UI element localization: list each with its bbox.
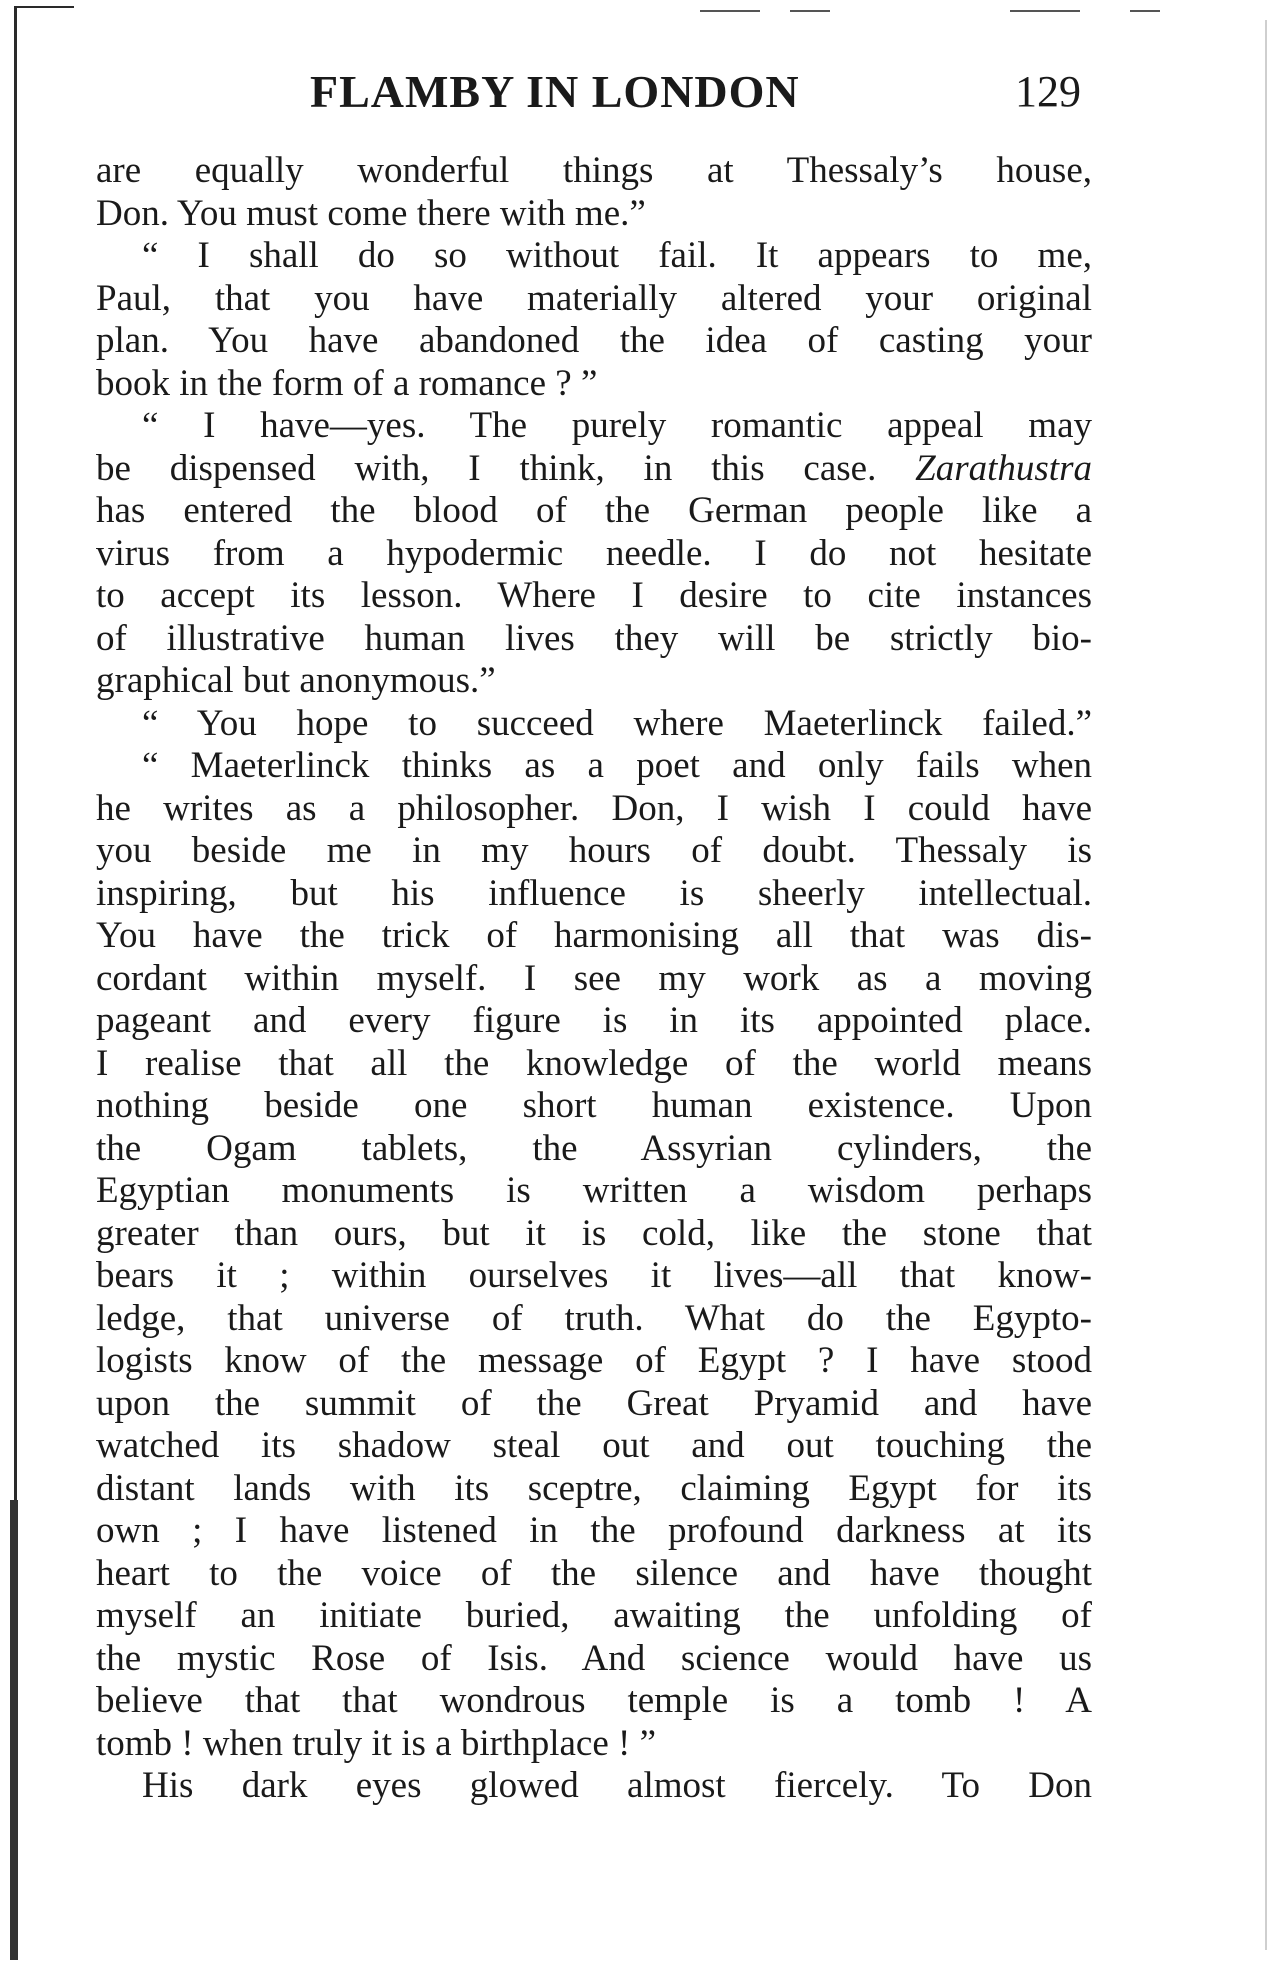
scan-mark	[790, 10, 830, 12]
text-line	[96, 448, 1092, 491]
text-line: inspiring, but his influence is sheerly intellectual.	[96, 872, 1092, 914]
text-line: greater than ours, but it is cold, like the stone that	[96, 1212, 1092, 1254]
page-edge-top	[14, 6, 74, 8]
text-line: are equally wonderful things at Thessaly’s house,	[96, 150, 1092, 191]
text-line: the mystic Rose of Isis. And science would have us	[96, 1637, 1092, 1679]
text-segment: be dispensed with, I think, in this case.	[96, 447, 877, 489]
page-edge-right	[1265, 20, 1267, 1950]
scan-mark	[1130, 10, 1160, 12]
text-line: heart to the voice of the silence and have thought	[96, 1552, 1092, 1594]
text-line: nothing beside one short human existence. Upon	[96, 1085, 1092, 1126]
text-line: you beside me in my hours of doubt. Thessaly is	[96, 830, 1092, 871]
text-line: watched its shadow steal out and out touching the	[96, 1425, 1092, 1466]
text-line: “ You hope to succeed where Maeterlinck failed.”	[142, 702, 1092, 744]
text-line: ledge, that universe of truth. What do the Egypto-	[96, 1297, 1092, 1339]
scan-mark	[1010, 10, 1080, 12]
body-text	[96, 150, 1092, 1808]
text-line: has entered the blood of the German people like a	[96, 490, 1092, 531]
text-line: Don. You must come there with me.”	[96, 192, 646, 234]
text-line: he writes as a philosopher. Don, I wish I could have	[96, 787, 1092, 829]
text-line: of illustrative human lives they will be strictly bio-	[96, 617, 1092, 659]
text-line: Paul, that you have materially altered your original	[96, 277, 1092, 319]
text-line: pageant and every figure is in its appointed place.	[96, 1000, 1092, 1041]
text-line: bears it ; within ourselves it lives—all that know-	[96, 1255, 1092, 1296]
text-line: plan. You have abandoned the idea of casting your	[96, 320, 1092, 361]
text-line: graphical but anonymous.”	[96, 660, 496, 701]
text-line: to accept its lesson. Where I desire to cite instances	[96, 575, 1092, 616]
text-line: believe that that wondrous temple is a tomb ! A	[96, 1680, 1092, 1721]
running-title: FLAMBY IN LONDON	[310, 66, 800, 117]
text-line: the Ogam tablets, the Assyrian cylinders, the	[96, 1127, 1092, 1169]
page-number: 129	[1015, 67, 1081, 116]
text-line: virus from a hypodermic needle. I do not hesitate	[96, 532, 1092, 574]
text-line: upon the summit of the Great Pryamid and have	[96, 1382, 1092, 1424]
text-line: “ I shall do so without fail. It appears to me,	[142, 235, 1092, 276]
text-line: “ Maeterlinck thinks as a poet and only fails when	[142, 745, 1092, 786]
text-line: own ; I have listened in the profound darkness at its	[96, 1510, 1092, 1551]
text-line: “ I have—yes. The purely romantic appeal may	[142, 405, 1092, 446]
scan-mark	[700, 10, 760, 12]
text-line: tomb ! when truly it is a birthplace ! ”	[96, 1722, 656, 1764]
text-line: myself an initiate buried, awaiting the unfolding of	[96, 1595, 1092, 1636]
text-line: Egyptian monuments is written a wisdom perhaps	[96, 1170, 1092, 1211]
text-line: His dark eyes glowed almost fiercely. To Don	[142, 1765, 1092, 1806]
text-line: I realise that all the knowledge of the world means	[96, 1042, 1092, 1084]
text-line: cordant within myself. I see my work as a moving	[96, 957, 1092, 999]
text-line: logists know of the message of Egypt ? I have stood	[96, 1340, 1092, 1381]
text-line: distant lands with its sceptre, claiming Egypt for its	[96, 1467, 1092, 1509]
italic-title: Zarathustra	[915, 447, 1092, 489]
page-edge-binding	[10, 1500, 18, 1960]
text-line: book in the form of a romance ? ”	[96, 362, 598, 404]
running-header	[120, 62, 1120, 122]
text-line: You have the trick of harmonising all that was dis-	[96, 915, 1092, 956]
